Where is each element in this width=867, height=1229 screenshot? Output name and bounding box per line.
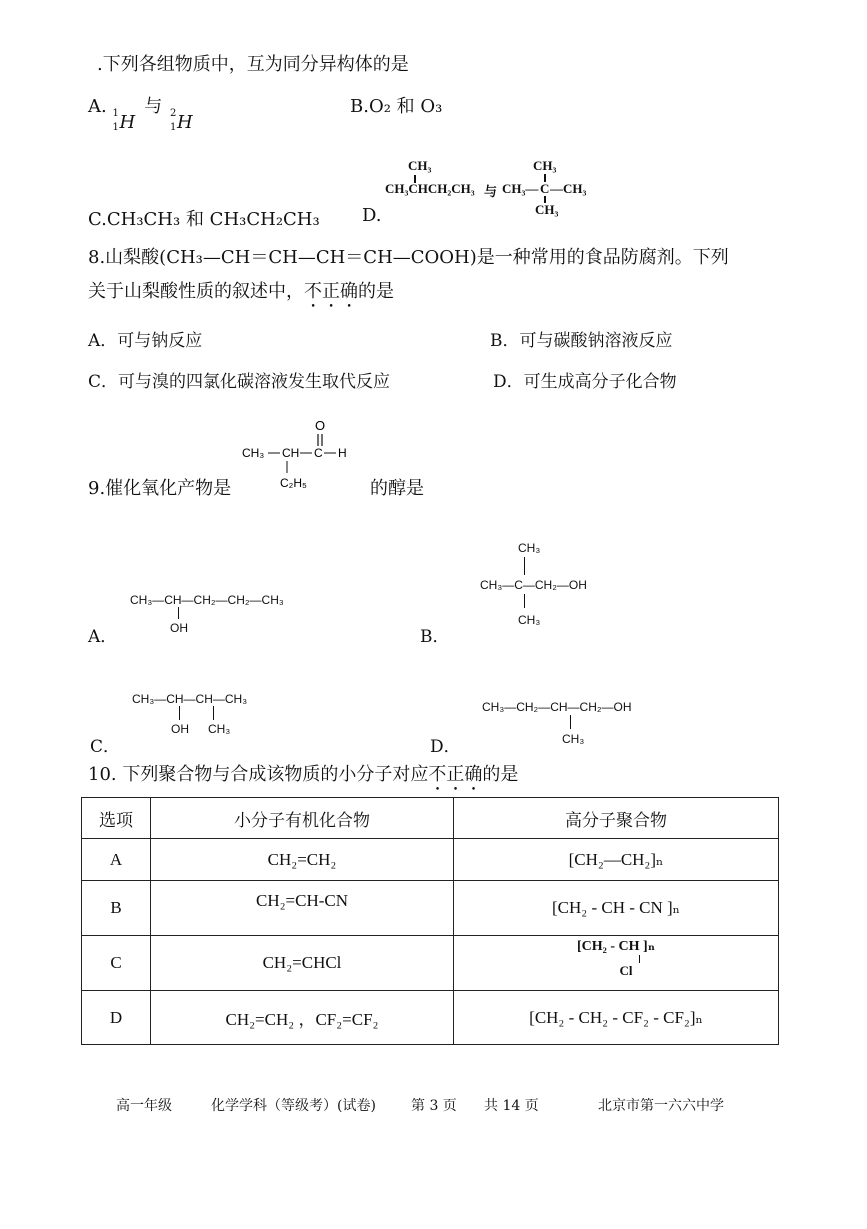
footer-subject: 化学学科（等级考）(试卷) <box>211 1098 376 1114</box>
q10-row-b-polymer: [CH₂ - CH - CN ]ₙ <box>454 881 779 936</box>
q9-prod-c2h5: C₂H₅ <box>280 476 307 490</box>
q9-option-b-bottom: CH₃ <box>518 613 541 627</box>
q9-option-d-sub: CH₃ <box>562 732 585 746</box>
q9-option-d-main: CH₃—CH₂—CH—CH₂—OH <box>482 700 632 714</box>
q7-d-struct2-top: CH₃ <box>533 158 557 173</box>
q9-c-bond2 <box>213 706 214 720</box>
q7-d-mid: 与 <box>484 184 498 199</box>
q9-product-structure <box>240 415 360 495</box>
q10-row-c-polymer-cell <box>454 936 779 991</box>
q10-stem-pre: 10. 下列聚合物与合成该物质的小分子对应 <box>88 764 429 785</box>
q9-option-c-sub2: CH₃ <box>208 722 231 736</box>
q9-prod-o: O <box>315 418 326 433</box>
q7-option-a-label: A. <box>88 96 107 117</box>
q10-header-monomer: 小分子有机化合物 <box>151 798 454 839</box>
q10-row-d <box>82 991 779 1045</box>
q10-emphasis: 不正确 <box>428 764 483 785</box>
q7-stem: .下列各组物质中，互为同分异构体的是 <box>97 54 409 75</box>
q9-prod-ch3: CH₃ <box>242 446 265 460</box>
q9-stem-post: 的醇是 <box>370 478 424 499</box>
q7-d-struct2-left: CH₃— <box>502 181 539 196</box>
q7-option-c: C.CH₃CH₃ 和 CH₃CH₂CH₃ <box>88 209 320 230</box>
q9-prod-h: H <box>338 446 347 460</box>
q10-row-a-polymer: [CH₂—CH₂]ₙ <box>454 839 779 881</box>
q10-row-d-option: D <box>82 991 151 1045</box>
q10-row-c <box>82 936 779 991</box>
q7-d-struct2-bottom: CH₃ <box>535 202 559 217</box>
footer-school: 北京市第一六六中学 <box>598 1098 724 1114</box>
q7-d-struct2-c: C <box>540 181 550 196</box>
q10-table <box>81 797 779 1045</box>
q8-option-b: B．可与碳酸钠溶液反应 <box>490 331 673 351</box>
q9-option-b-top: CH₃ <box>518 541 541 555</box>
q8-option-d: D．可生成高分子化合物 <box>493 372 677 392</box>
footer-page: 第 3 页 <box>411 1098 457 1114</box>
q9-option-c-main: CH₃—CH—CH—CH₃ <box>132 692 248 706</box>
q9-option-a-sub: OH <box>170 621 188 635</box>
q7-d-struct1-main: CH₃CHCH₂CH₃ <box>385 181 475 196</box>
q10-row-b <box>82 881 779 936</box>
q10-row-b-option: B <box>82 881 151 936</box>
q10-stem-post: 的是 <box>482 764 519 785</box>
q10-row-c-polymer-sub: Cl <box>619 963 633 978</box>
q10-row-a-monomer: CH₂=CH₂ <box>151 839 454 881</box>
q9-b-bond-top <box>524 557 525 575</box>
q8-stem-line2-pre: 关于山梨酸性质的叙述中， <box>88 281 304 302</box>
q9-option-c-label: C． <box>90 737 121 757</box>
q8-stem-line2 <box>88 277 394 312</box>
q7-d-struct2-right: —CH₃ <box>550 181 587 196</box>
q9-option-a-main: CH₃—CH—CH₂—CH₂—CH₃ <box>130 593 284 607</box>
q10-stem <box>88 760 518 795</box>
q10-row-d-monomer: CH₂=CH₂ ，CF₂=CF₂ <box>151 991 454 1045</box>
footer-total: 共 14 页 <box>484 1098 539 1114</box>
q10-row-c-option: C <box>82 936 151 991</box>
q8-option-c: C．可与溴的四氯化碳溶液发生取代反应 <box>88 372 391 392</box>
q10-row-a-option: A <box>82 839 151 881</box>
q9-option-d-label: D． <box>430 737 461 757</box>
q8-option-a: A．可与钠反应 <box>88 331 203 351</box>
q10-row-c-monomer: CH₂=CHCl <box>151 936 454 991</box>
q10-row-a <box>82 839 779 881</box>
q8-emphasis: 不正确 <box>304 281 358 302</box>
q9-option-b-label: B． <box>420 627 450 647</box>
q10-row-c-polymer: [CH₂ - CH ]ₙ <box>577 939 655 954</box>
q9-a-bond <box>178 607 179 619</box>
q10-row-d-polymer: [CH₂ - CH₂ - CF₂ - CF₂]ₙ <box>454 991 779 1045</box>
q8-stem-line2-post: 的是 <box>358 281 394 302</box>
q7-option-b: B.O₂ 和 O₃ <box>350 96 443 117</box>
q10-header-option: 选项 <box>82 798 151 839</box>
q10-row-b-monomer: CH₂=CH-CN <box>151 881 454 936</box>
q10-header-polymer: 高分子聚合物 <box>454 798 779 839</box>
q10-row-c-bond <box>639 955 640 963</box>
q9-option-a-label: A． <box>88 627 118 647</box>
q9-option-b-main: CH₃—C—CH₂—OH <box>480 578 587 592</box>
footer-grade: 高一年级 <box>116 1098 172 1114</box>
q9-b-bond-bottom <box>524 594 525 608</box>
q8-stem-line1: 8.山梨酸(CH₃—CH＝CH—CH＝CH—COOH)是一种常用的食品防腐剂。下列 <box>88 247 729 268</box>
q9-prod-c: C <box>314 446 323 460</box>
q9-c-bond1 <box>179 706 180 720</box>
q7-option-d-label: D. <box>362 205 382 226</box>
q7-option-a: A. 1 1 H 与 2 1 H <box>88 96 193 133</box>
q7-option-a-mid: 与 <box>144 96 163 117</box>
q7-d-struct1-top: CH₃ <box>408 158 432 173</box>
q10-table-header <box>82 798 779 839</box>
q9-stem-pre: 9.催化氧化产物是 <box>88 478 232 499</box>
q9-option-c-sub1: OH <box>171 722 189 736</box>
q9-prod-ch: CH <box>282 446 300 460</box>
q9-d-bond <box>570 715 571 729</box>
